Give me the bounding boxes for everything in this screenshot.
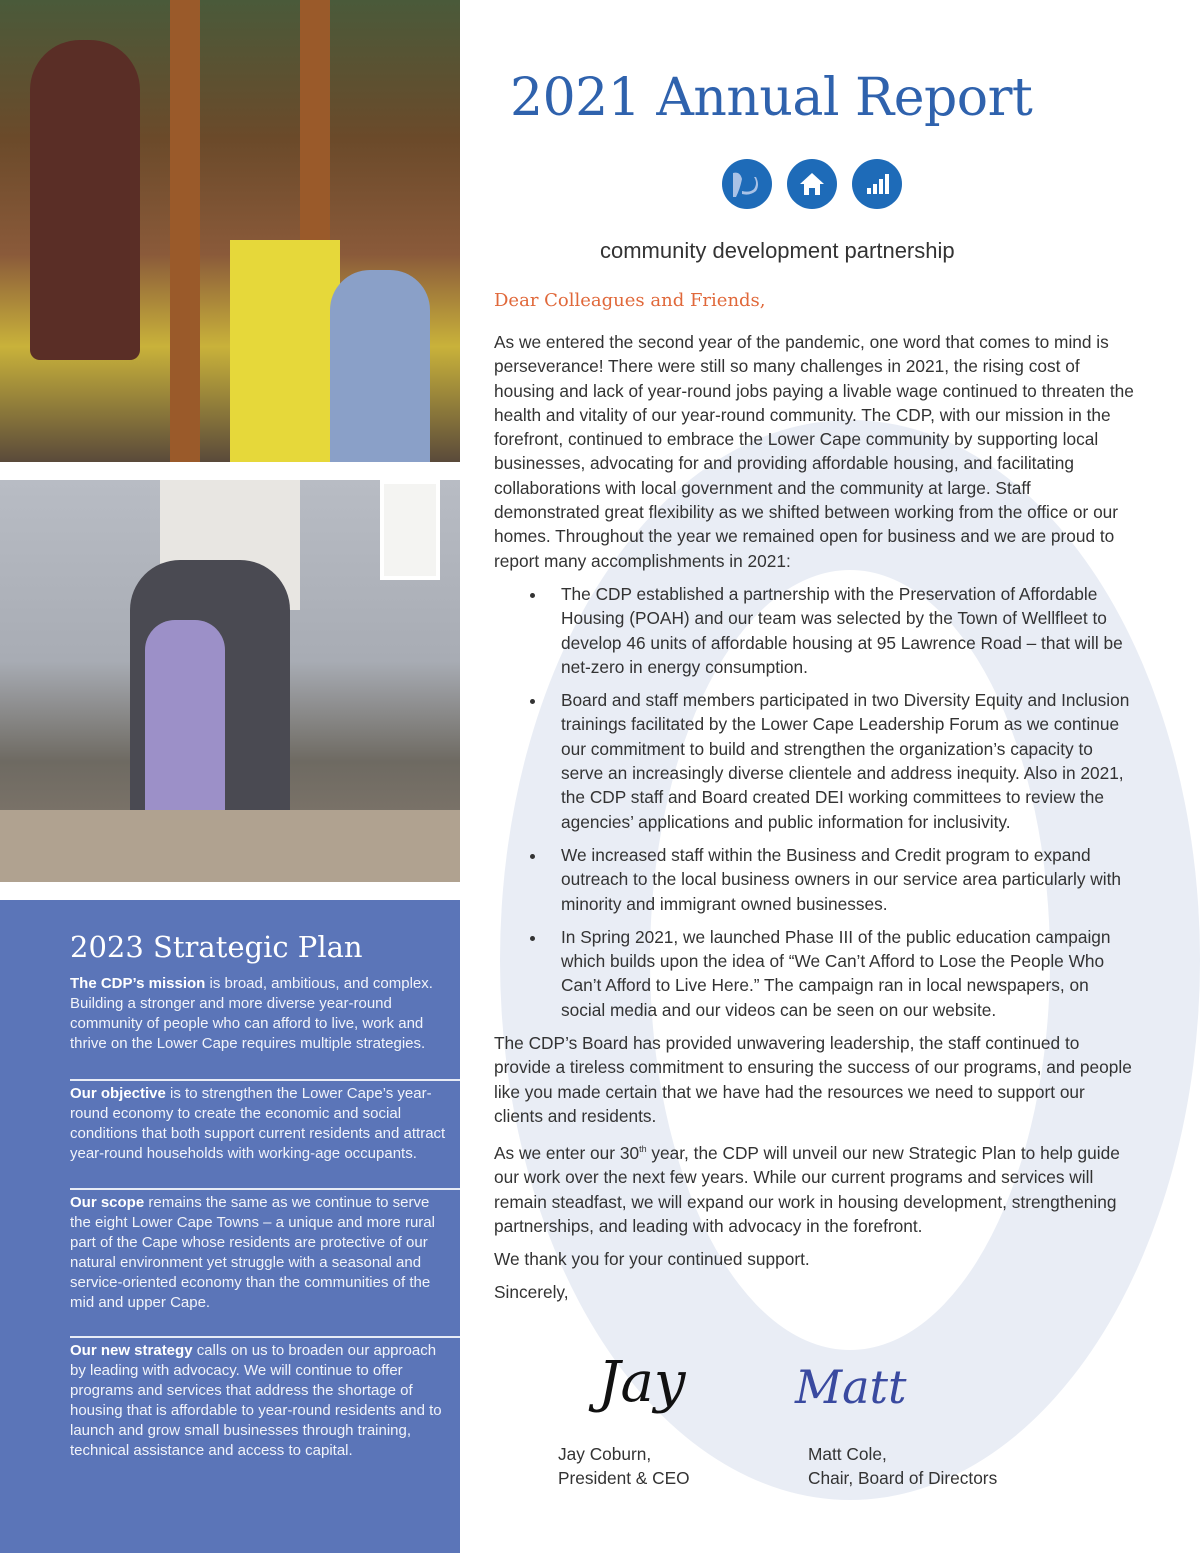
house-icon: [787, 159, 837, 209]
signer-title: President & CEO: [558, 1468, 690, 1488]
plan-scope-text: remains the same as we continue to serve the eight Lower Cape Towns – a unique and more rural part of the Cape whose residents are protective of our natural environment yet struggle with a seasonal and service-oriented economy than the communities of the mid and upper Cape.: [70, 1194, 435, 1311]
letter-thanks: We thank you for your continued support.: [494, 1249, 810, 1270]
list-item: • In Spring 2021, we launched Phase III of the public education campaign which builds upon the idea of “We Can’t Afford to Lose the People Who Can’t Afford to Live Here.” The campaign ran in local newspapers, on social media and our videos can be seen on our website.: [547, 925, 1134, 1022]
letter-body: [494, 330, 1134, 1314]
superscript: th: [639, 1144, 647, 1155]
list-item: • Board and staff members participated in two Diversity Equity and Inclusion trainings facilitated by the Lower Cape Leadership Forum as we continue our commitment to build and strengthen the organization’s capacity to serve an increasingly diverse clientele and address inequity. Also in 2021, the CDP staff and Board created DEI working committees to review the agencies’ applications and public information for inclusivity.: [547, 688, 1134, 834]
organization-name: community development partnership: [600, 238, 955, 263]
list-item: • The CDP established a partnership with the Preservation of Affordable Housing (POAH) and our team was selected by the Town of Wellfleet to develop 46 units of affordable housing at 95 Lawrence Road – that will be net-zero in energy consumption.: [547, 582, 1134, 679]
letter-intro: As we entered the second year of the pandemic, one word that comes to mind is perseverance! There were still so many challenges in 2021, the rising cost of housing and lack of year-round jobs paying a livable wage continued to threaten the health and vitality of our year-round community. The CDP, with our mission in the forefront, continued to embrace the Lower Cape community by supporting local businesses, advocating for and providing affordable housing, and facilitating collaborations with local government and the community at large. Staff demonstrated great flexibility as we shifted between working from the office or our homes. Throughout the year we remained open for business and we are proud to report many accomplishments in 2021:: [494, 332, 1134, 571]
family-playground-photo: [0, 0, 460, 462]
plan-scope: [70, 1193, 450, 1313]
signer-jay: [558, 1442, 690, 1490]
bar-chart-icon: [852, 159, 902, 209]
plan-objective-lead: Our objective: [70, 1085, 166, 1102]
plan-mission-lead: The CDP’s mission: [70, 975, 206, 992]
signature-matt: [795, 1360, 907, 1414]
plan-mission-text: is broad, ambitious, and complex. Building a stronger and more diverse year-round community of people who can afford to live, work and thrive on the Lower Cape requires multiple strategies.: [70, 975, 433, 1052]
family-house-photo: [0, 480, 460, 882]
signature-text: Matt: [795, 1360, 907, 1414]
plan-mission: [70, 974, 450, 1054]
strategic-plan-heading: 2023 Strategic Plan: [70, 930, 363, 964]
signer-matt: [808, 1442, 997, 1490]
plan-strategy-lead: Our new strategy: [70, 1342, 193, 1359]
letter-board-paragraph: The CDP’s Board has provided unwavering leadership, the staff continued to provide a tireless commitment to ensuring the success of our programs, and people like you made certain that we have had the resources we need to support our clients and residents.: [494, 1033, 1132, 1126]
letter-30th-paragraph: [494, 1137, 1134, 1238]
accomplishments-list: [494, 582, 1134, 1022]
plan-strategy-text: calls on us to broaden our approach by leading with advocacy. We will continue to offer programs and services that address the shortage of housing that is affordable to year-round residents and to launch and grow small businesses through training, technical assistance and access to capital.: [70, 1342, 442, 1459]
signer-title: Chair, Board of Directors: [808, 1468, 998, 1488]
plan-strategy: [70, 1341, 450, 1461]
plan-objective-text: is to strengthen the Lower Cape’s year-round economy to create the economic and social conditions that both support current residents and attract year-round households with working-age occupants.: [70, 1085, 446, 1162]
divider: [70, 1188, 460, 1190]
list-item: • We increased staff within the Business and Credit program to expand outreach to the local business owners in our service area particularly with minority and immigrant owned businesses.: [547, 843, 1134, 916]
plan-objective: [70, 1084, 450, 1164]
letter-closing: Sincerely,: [494, 1282, 569, 1303]
divider: [70, 1079, 460, 1081]
signer-name: Matt Cole,: [808, 1444, 887, 1464]
page-title: 2021 Annual Report: [510, 68, 1033, 128]
plan-scope-lead: Our scope: [70, 1194, 145, 1211]
text: year, the CDP will unveil our new Strategic Plan to help guide our work over the next few years. While our current programs and services will remain steadfast, we will expand our work in housing development, strengthening partnerships, and leading with advocacy in the forefront.: [494, 1142, 1120, 1236]
letter-greeting: Dear Colleagues and Friends,: [494, 290, 766, 311]
signer-name: Jay Coburn,: [558, 1444, 652, 1464]
cape-map-icon: [722, 159, 772, 209]
text: As we enter our 30: [494, 1142, 640, 1163]
signature-jay: [598, 1350, 685, 1415]
divider: [70, 1336, 460, 1338]
signature-text: Jay: [598, 1350, 686, 1415]
strategic-plan-panel: [0, 900, 460, 1553]
